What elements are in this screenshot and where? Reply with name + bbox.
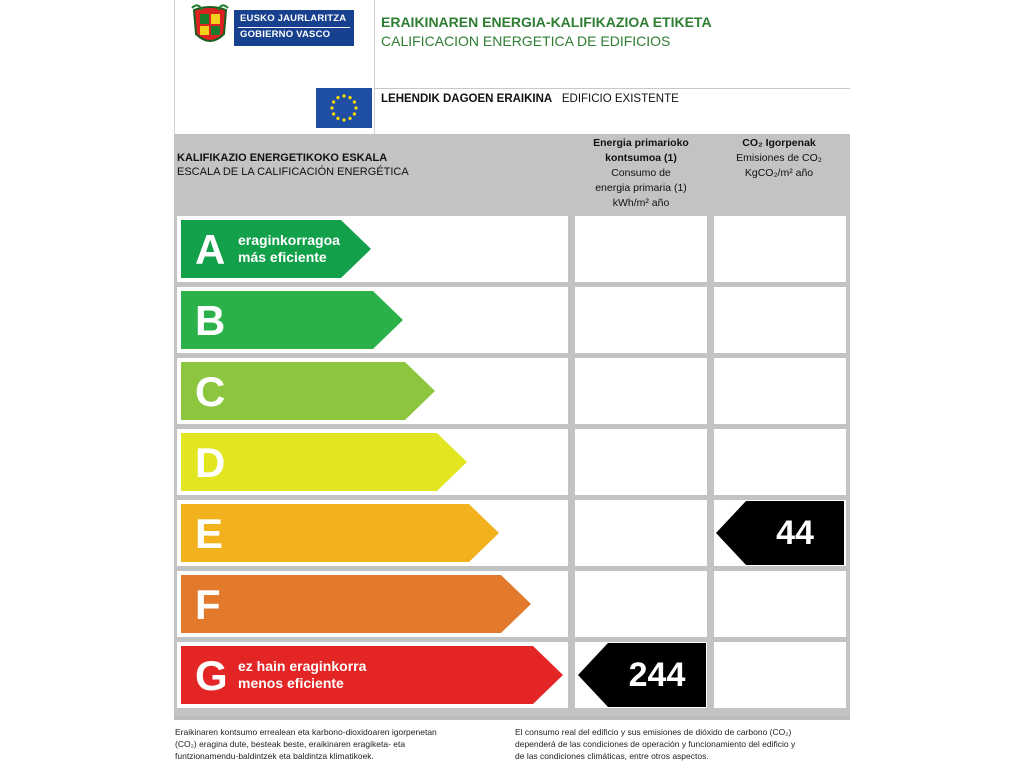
label-title-basque: ERAIKINAREN ENERGIA-KALIFIKAZIOA ETIKETA [381, 14, 712, 30]
band-letter: D [195, 439, 226, 486]
co2-cell [714, 429, 846, 495]
energy-cell [575, 287, 707, 353]
energy-cell [575, 571, 707, 637]
scale-title-spanish: ESCALA DE LA CALIFICACIÓN ENERGÉTICA [177, 166, 409, 178]
footer-note-spanish-line2: dependerá de las condiciones de operación y funcionamiento del edificio y [515, 739, 796, 749]
logo-text-basque: EUSKO JAURLARITZA [240, 13, 347, 24]
band-letter: F [195, 581, 221, 628]
co2-cell [714, 216, 846, 282]
footer-note-spanish-line1: El consumo real del edificio y sus emisiones de dióxido de carbono (CO₂) [515, 727, 792, 737]
footer-divider [174, 716, 850, 720]
band-letter: A [195, 226, 226, 273]
band-letter: E [195, 510, 224, 557]
band-letter: C [195, 368, 226, 415]
co2-cell [714, 571, 846, 637]
footer-note-basque [175, 726, 495, 762]
label-title-spanish: CALIFICACION ENERGETICA DE EDIFICIOS [381, 33, 671, 49]
logo-text-spanish: GOBIERNO VASCO [240, 29, 331, 40]
co2-header-line2: Emisiones de CO₂ [736, 152, 822, 164]
coat-of-arms-icon [190, 4, 230, 50]
band-arrow-e [181, 504, 499, 562]
footer-note-basque-line1: Eraikinaren kontsumo errealean eta karbono-dioxidoaren igorpenetan [175, 727, 437, 737]
energy-cell [575, 358, 707, 424]
energy-cell [575, 216, 707, 282]
eu-flag-icon [316, 88, 372, 128]
energy-header-unit: kWh/m² año [612, 197, 670, 209]
energy-header-line4: energia primaria (1) [595, 182, 687, 194]
basque-government-logo [190, 4, 360, 52]
energy-header-line1: Energia primarioko [593, 137, 689, 149]
energy-cell [575, 429, 707, 495]
co2-column-header [712, 136, 846, 181]
band-letter: B [195, 297, 226, 344]
band-arrow-f [181, 575, 531, 633]
logo-text-box [234, 10, 354, 46]
building-type-basque: LEHENDIK DAGOEN ERAIKINA [381, 93, 553, 105]
co2-header-unit: KgCO₂/m² año [744, 167, 814, 179]
energy-header-line2: kontsumoa (1) [605, 152, 677, 164]
energy-header-line3: Consumo de [611, 167, 671, 179]
band-caption: eraginkorragoa más eficiente [238, 232, 340, 265]
energy-rating-value: 244 [628, 656, 686, 694]
building-type [381, 93, 679, 105]
footer-note-basque-line2: (CO₂) eragina dute, besteak beste, eraikinaren eragiketa- eta [175, 739, 406, 749]
co2-cell [714, 358, 846, 424]
header-divider [374, 0, 375, 135]
footer-note-basque-line3: funtzionamendu-baldintzek eta baldintza klimatikoek. [175, 751, 374, 761]
building-type-spanish: EDIFICIO EXISTENTE [561, 93, 679, 105]
band-caption: ez hain eraginkorra menos eficiente [238, 658, 367, 691]
co2-rating-value: 44 [776, 514, 814, 552]
energy-cell [575, 500, 707, 566]
header-left-border [174, 0, 175, 135]
footer-note-spanish-line3: de las condiciones climáticas, entre otros aspectos. [515, 751, 709, 761]
band-letter: G [195, 652, 228, 699]
energy-column-header [574, 136, 708, 211]
co2-header-line1: CO₂ Igorpenak [742, 137, 816, 149]
co2-cell [714, 642, 846, 708]
footer-note-spanish [515, 726, 850, 762]
scale-title-basque: KALIFIKAZIO ENERGETIKOKO ESKALA [177, 152, 388, 164]
co2-cell [714, 287, 846, 353]
header-rule [374, 88, 850, 89]
